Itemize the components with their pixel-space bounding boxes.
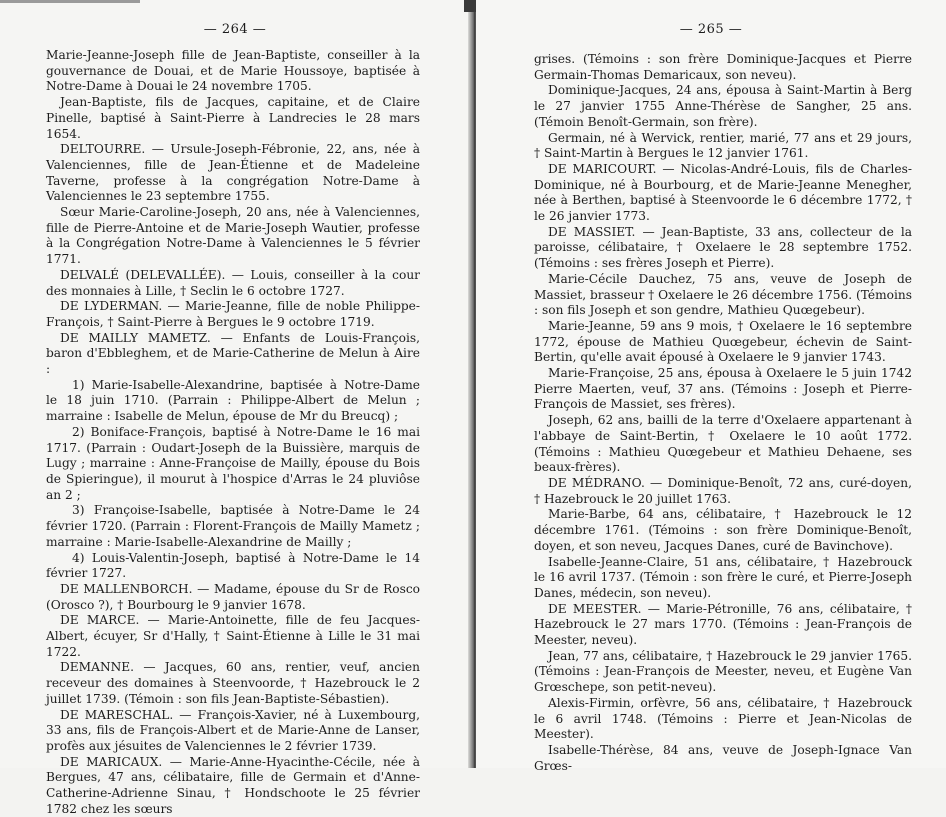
entry-paragraph: DE MALLENBORCH. — Madame, épouse du Sr de Rosco (Orosco ?), † Bourbourg le 9 janvier 1678. bbox=[46, 581, 420, 612]
entry-paragraph: Marie-Jeanne, 59 ans 9 mois, † Oxelaere le 16 septembre 1772, épouse de Mathieu Quœgebeur, échevin de Saint-Bertin, qu'elle avait épousé à Oxelaere le 9 janvier 1743. bbox=[534, 318, 912, 365]
entry-paragraph: 2) Boniface-François, baptisé à Notre-Dame le 16 mai 1717. (Parrain : Oudart-Joseph de la Buissière, marquis de Lugy ; marraine : Anne-Françoise de Mailly, épouse du Bois de Spieringue), il mourut à l'hospice d'Arras le 24 pluviôse an 2 ; bbox=[46, 424, 420, 502]
left-page-text bbox=[46, 48, 420, 817]
entry-paragraph: Marie-Françoise, 25 ans, épousa à Oxelaere le 5 juin 1742 Pierre Maerten, veuf, 37 ans. (Témoins : Joseph et Pierre-François de Massiet, ses frères). bbox=[534, 366, 912, 412]
right-page-text bbox=[534, 52, 912, 774]
entry-paragraph: Jean-Baptiste, fils de Jacques, capitaine, et de Claire Pinelle, baptisé à Saint-Pierre à Landrecies le 28 mars 1654. bbox=[46, 95, 420, 141]
entry-paragraph: Joseph, 62 ans, bailli de la terre d'Oxelaere appartenant à l'abbaye de Saint-Bertin, † Oxelaere le 10 août 1772. (Témoins : Mathieu Quœgebeur et Mathieu Dehaene, ses beaux-frères). bbox=[534, 413, 912, 475]
entry-paragraph: Germain, né à Wervick, rentier, marié, 77 ans et 29 jours, † Saint-Martin à Bergues le 12 janvier 1761. bbox=[534, 130, 912, 161]
scan-edge-mark bbox=[0, 0, 140, 3]
entry-paragraph: DE MASSIET. — Jean-Baptiste, 33 ans, collecteur de la paroisse, célibataire, † Oxelaere le 28 septembre 1752. (Témoins : ses frères Joseph et Pierre). bbox=[534, 224, 912, 271]
right-page-number: — 265 — bbox=[679, 22, 743, 37]
entry-paragraph: Dominique-Jacques, 24 ans, épousa à Saint-Martin à Berg le 27 janvier 1755 Anne-Thérèse de Sangher, 25 ans. (Témoin Benoît-Germain, son frère). bbox=[534, 83, 912, 129]
entry-paragraph: Marie-Cécile Dauchez, 75 ans, veuve de Joseph de Massiet, brasseur † Oxelaere le 26 décembre 1756. (Témoins : son fils Joseph et son gendre, Mathieu Quœgebeur). bbox=[534, 271, 913, 318]
entry-paragraph: DE MÉDRANO. — Dominique-Benoît, 72 ans, curé-doyen, † Hazebrouck le 20 juillet 1763. bbox=[534, 475, 912, 506]
entry-paragraph: Sœur Marie-Caroline-Joseph, 20 ans, née à Valenciennes, fille de Pierre-Antoine et de Marie-Joseph Wautier, professe à la Congrégation Notre-Dame à Valenciennes le 5 février 1771. bbox=[46, 205, 420, 267]
entry-paragraph: DE LYDERMAN. — Marie-Jeanne, fille de noble Philippe-François, † Saint-Pierre à Bergues le 9 octobre 1719. bbox=[46, 299, 420, 329]
entry-paragraph: Isabelle-Thérèse, 84 ans, veuve de Joseph-Ignace Van Grœs- bbox=[534, 742, 912, 773]
entry-paragraph: DEMANNE. — Jacques, 60 ans, rentier, veuf, ancien receveur des domaines à Steenvoorde, † Hazebrouck le 2 juillet 1739. (Témoin : son fils Jean-Baptiste-Sébastien). bbox=[46, 660, 420, 706]
entry-paragraph: DE MEESTER. — Marie-Pétronille, 76 ans, célibataire, † Hazebrouck le 27 mars 1770. (Témoins : Jean-François de Meester, neveu). bbox=[534, 601, 912, 648]
left-page bbox=[0, 0, 470, 816]
left-page-number: — 264 — bbox=[203, 22, 267, 37]
entry-paragraph: DE MARCE. — Marie-Antoinette, fille de feu Jacques-Albert, écuyer, Sr d'Hally, † Saint-Étienne à Lille le 31 mai 1722. bbox=[46, 613, 420, 659]
entry-paragraph: 4) Louis-Valentin-Joseph, baptisé à Notre-Dame le 14 février 1727. bbox=[46, 550, 420, 581]
entry-paragraph: Marie-Jeanne-Joseph fille de Jean-Baptiste, conseiller à la gouvernance de Douai, et de Marie Houssoye, baptisée à Notre-Dame à Douai le 24 novembre 1705. bbox=[46, 48, 420, 94]
entry-paragraph: Isabelle-Jeanne-Claire, 51 ans, célibataire, † Hazebrouck le 16 avril 1737. (Témoin : son frère le curé, et Pierre-Joseph Danes, médecin, son neveu). bbox=[534, 554, 912, 600]
entry-paragraph: 1) Marie-Isabelle-Alexandrine, baptisée à Notre-Dame le 18 juin 1710. (Parrain : Philippe-Albert de Melun ; marraine : Isabelle de Melun, épouse de Mr du Breucq) ; bbox=[46, 377, 420, 424]
entry-paragraph: DE MAILLY MAMETZ. — Enfants de Louis-François, baron d'Ebbleghem, et de Marie-Catherine de Melun à Aire : bbox=[46, 330, 420, 377]
entry-paragraph: Jean, 77 ans, célibataire, † Hazebrouck le 29 janvier 1765. (Témoins : Jean-François de Meester, neveu, et Eugène Van Grœschepe, son petit-neveu). bbox=[534, 648, 912, 695]
entry-paragraph: 3) Françoise-Isabelle, baptisée à Notre-Dame le 24 février 1720. (Parrain : Florent-François de Mailly Mametz ; marraine : Marie-Isabelle-Alexandrine de Mailly ; bbox=[46, 503, 420, 549]
entry-paragraph: DE MARICOURT. — Nicolas-André-Louis, fils de Charles-Dominique, né à Bourbourg, et de Marie-Jeanne Menegher, née à Berthen, baptisé à Steenvoorde le 6 décembre 1772, † le 26 janvier 1773. bbox=[534, 161, 912, 224]
entry-paragraph: Marie-Barbe, 64 ans, célibataire, † Hazebrouck le 12 décembre 1761. (Témoins : son frère Dominique-Benoît, doyen, et son neveu, Jacques Danes, curé de Bavinchove). bbox=[534, 507, 912, 553]
entry-paragraph: DE MARESCHAL. — François-Xavier, né à Luxembourg, 33 ans, fils de François-Albert et de Marie-Anne de Lanser, profès aux jésuites de Valenciennes le 2 février 1739. bbox=[46, 707, 420, 753]
right-page bbox=[476, 0, 946, 773]
entry-paragraph: DE MARICAUX. — Marie-Anne-Hyacinthe-Cécile, née à Bergues, 47 ans, célibataire, fille de Germain et d'Anne-Catherine-Adrienne Sinau, † Hondschoote le 25 février 1782 chez les sœurs bbox=[46, 754, 420, 816]
entry-paragraph: Alexis-Firmin, orfèvre, 56 ans, célibataire, † Hazebrouck le 6 avril 1748. (Témoins : Pierre et Jean-Nicolas de Meester). bbox=[534, 695, 912, 742]
entry-paragraph: grises. (Témoins : son frère Dominique-Jacques et Pierre Germain-Thomas Demaricaux, son neveu). bbox=[534, 52, 912, 82]
entry-paragraph: DELTOURRE. — Ursule-Joseph-Fébronie, 22, ans, née à Valenciennes, fille de Jean-Étienne et de Madeleine Taverne, professe à la congrégation Notre-Dame à Valenciennes le 23 septembre 1755. bbox=[46, 142, 420, 204]
entry-paragraph: DELVALÉ (DELEVALLÉE). — Louis, conseiller à la cour des monnaies à Lille, † Seclin le 6 octobre 1727. bbox=[46, 267, 420, 298]
